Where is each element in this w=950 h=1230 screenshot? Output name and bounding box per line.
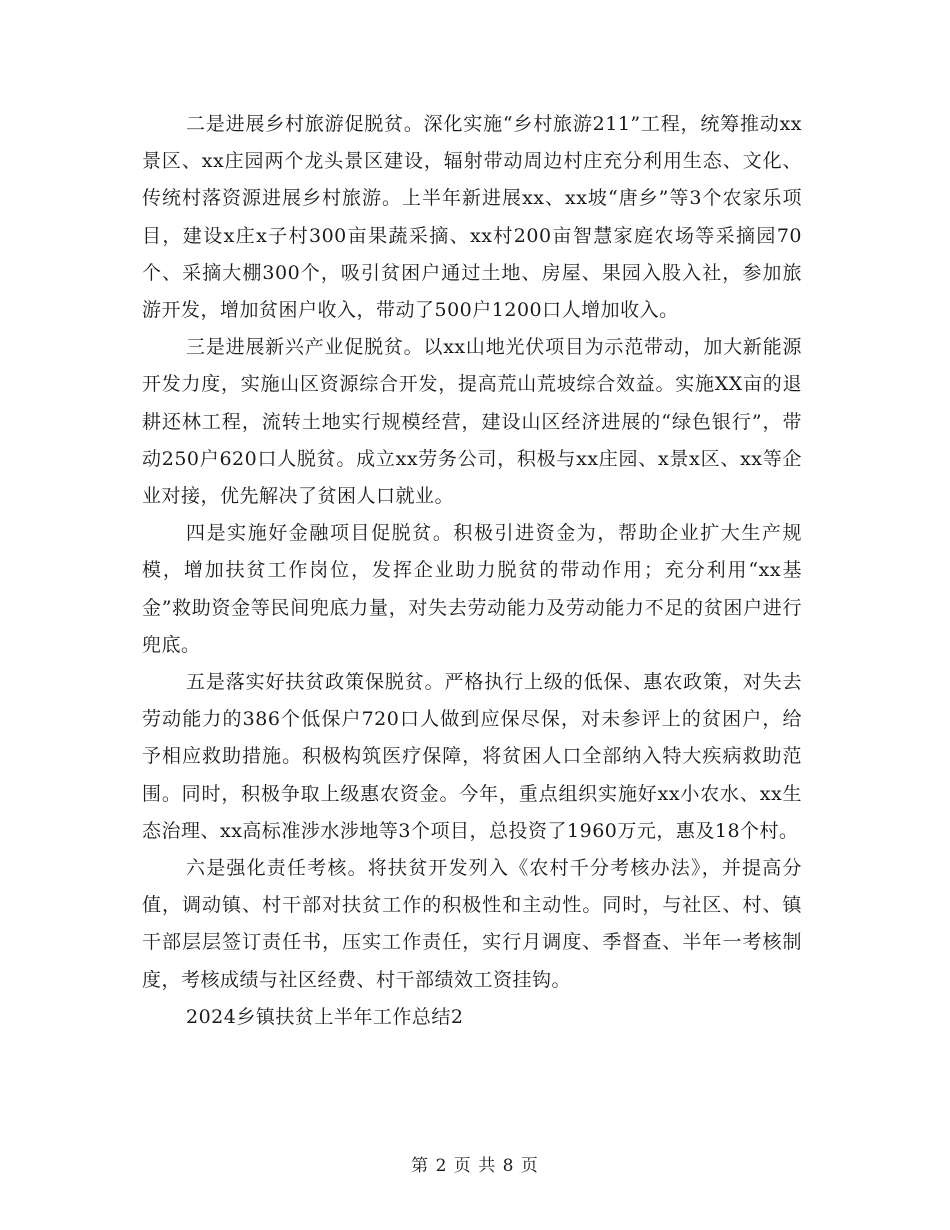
paragraph-new-industry: 三是进展新兴产业促脱贫。以xx山地光伏项目为示范带动，加大新能源开发力度，实施山区资源综合开发，提高荒山荒坡综合效益。实施XX亩的退耕还林工程，流转土地实行规模经营，建设山区经济进展的“绿色银行”，带动250户620口人脱贫。成立xx劳务公司，积极与xx庄园、x景x区、xx等企业对接，优先解决了贫困人口就业。: [142, 336, 802, 508]
page-number: 第 2 页 共 8 页: [411, 1156, 539, 1176]
paragraph-finance: 四是实施好金融项目促脱贫。积极引进资金为，帮助企业扩大生产规模，增加扶贫工作岗位，发挥企业助力脱贫的带动作用；充分利用“xx基金”救助资金等民间兜底力量，对失去劳动能力及劳动能力不足的贫困户进行兜底。: [142, 522, 802, 656]
section-title: 2024乡镇扶贫上半年工作总结2: [186, 1005, 464, 1028]
page-footer: [0, 1151, 950, 1176]
paragraph-assessment: 六是强化责任考核。将扶贫开发列入《农村千分考核办法》，并提高分值，调动镇、村干部对扶贫工作的积极性和主动性。同时，与社区、村、镇干部层层签订责任书，压实工作责任，实行月调度、季督查、半年一考核制度，考核成绩与社区经费、村干部绩效工资挂钩。: [142, 857, 802, 991]
paragraph-policy: 五是落实好扶贫政策保脱贫。严格执行上级的低保、惠农政策，对失去劳动能力的386个低保户720口人做到应保尽保，对未参评上的贫困户，给予相应救助措施。积极构筑医疗保障，将贫困人口全部纳入特大疾病救助范围。同时，积极争取上级惠农资金。今年，重点组织实施好xx小农水、xx生态治理、xx高标准涉水涉地等3个项目，总投资了1960万元，惠及18个村。: [142, 671, 802, 842]
paragraph-tourism: 二是进展乡村旅游促脱贫。深化实施“乡村旅游211”工程，统筹推动xx景区、xx庄园两个龙头景区建设，辐射带动周边村庄充分利用生态、文化、传统村落资源进展乡村旅游。上半年新进展xx、xx坡“唐乡”等3个农家乐项目，建设x庄x子村300亩果蔬采摘、xx村200亩智慧家庭农场等采摘园70个、采摘大棚300个，吸引贫困户通过土地、房屋、果园入股入社，参加旅游开发，增加贫困户收入，带动了500户1200口人增加收入。: [142, 113, 802, 322]
document-body: [142, 106, 802, 1036]
